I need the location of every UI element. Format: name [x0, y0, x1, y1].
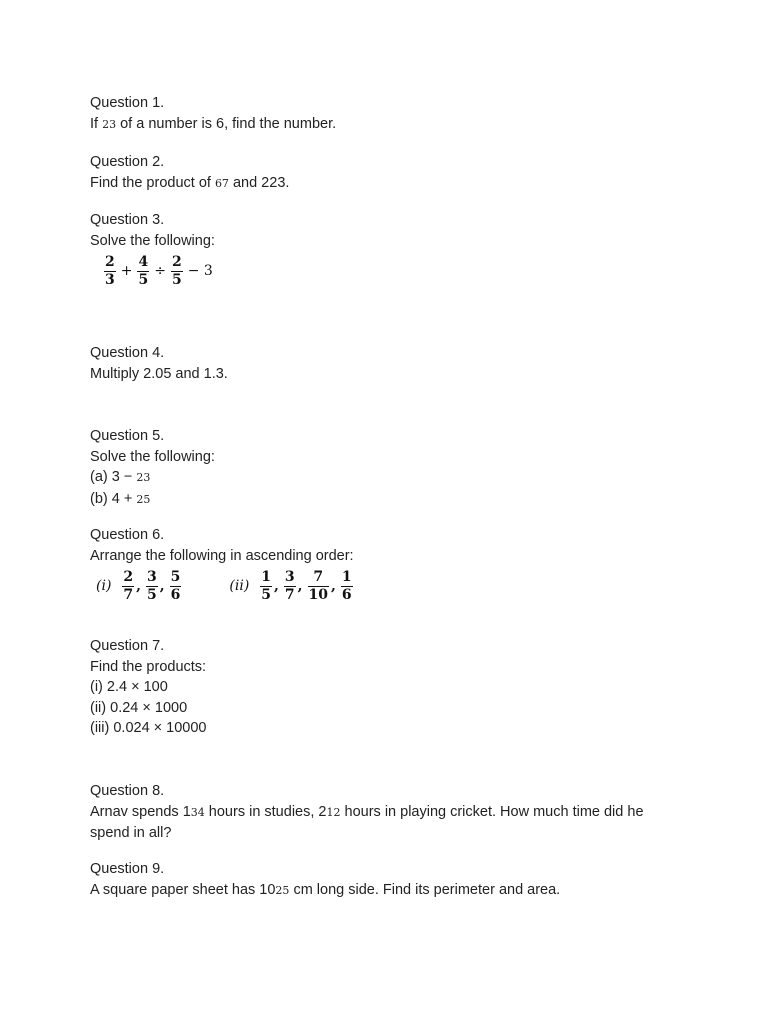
question-text — [90, 880, 690, 902]
group-label: (ii) — [229, 578, 250, 595]
question-text: Arrange the following in ascending order: — [90, 547, 354, 564]
question-7 — [90, 636, 690, 739]
question-2 — [90, 152, 690, 194]
numerator: 3 — [147, 569, 157, 585]
numerator: 2 — [123, 569, 134, 585]
denominator: 7 — [123, 587, 134, 603]
denominator: 5 — [138, 272, 149, 288]
question-title: Question 8. — [90, 783, 165, 799]
denominator: 10 — [308, 587, 329, 603]
numerator: 3 — [284, 569, 295, 585]
inline-fraction: 23 — [269, 174, 286, 191]
numerator: 2 — [171, 254, 182, 270]
denominator: 6 — [341, 587, 352, 603]
separator: , — [159, 578, 165, 595]
text-segment: If — [90, 115, 103, 132]
numerator: 7 — [313, 569, 324, 585]
separator: , — [274, 578, 279, 595]
denominator: 5 — [261, 587, 272, 603]
text-segment: cm long side. Find its perimeter and area. — [289, 881, 561, 898]
group-label: (i) — [96, 578, 112, 595]
inline-fraction: 23 — [136, 471, 151, 484]
inline-fraction: 34 — [190, 805, 205, 819]
question-title: Question 5. — [90, 428, 165, 444]
text-segment: (b) 4 + — [90, 490, 137, 507]
question-text: Find the products: — [90, 658, 207, 675]
text-segment: and 2 — [228, 174, 270, 191]
fraction — [137, 255, 149, 288]
question-title: Question 1. — [90, 95, 165, 111]
question-6 — [90, 525, 690, 603]
sub-question-ii: (ii) 0.24 × 1000 — [90, 699, 188, 716]
question-title: Question 9. — [90, 861, 165, 877]
fraction — [104, 255, 116, 288]
fraction — [171, 255, 183, 288]
question-text: Solve the following: — [90, 448, 215, 465]
denominator: 5 — [171, 272, 182, 288]
sub-question-iii: (iii) 0.024 × 10000 — [90, 720, 207, 736]
denominator: 5 — [147, 587, 157, 603]
question-text — [90, 173, 690, 195]
question-4 — [90, 343, 690, 384]
denominator: 6 — [170, 587, 181, 603]
question-text: Multiply 2.05 and 1.3. — [90, 365, 228, 382]
question-text: Solve the following: — [90, 232, 215, 249]
question-title: Question 2. — [90, 154, 165, 170]
numerator: 1 — [261, 569, 272, 585]
numerator: 4 — [138, 254, 149, 270]
question-5 — [90, 426, 690, 510]
denominator: 7 — [284, 587, 295, 603]
text-segment: of a number is 6, find the number. — [116, 115, 337, 132]
inline-fraction: 12 — [326, 805, 341, 819]
sub-question-a — [90, 467, 690, 489]
text-segment: Arnav spends 1 — [90, 803, 191, 820]
math-expression — [104, 255, 690, 288]
question-text — [90, 114, 690, 136]
fraction — [146, 570, 158, 603]
question-1 — [90, 93, 690, 135]
fraction — [341, 570, 353, 603]
separator: , — [331, 578, 336, 595]
text-segment: A square paper sheet has 10 — [90, 881, 276, 898]
fraction — [308, 570, 329, 603]
question-title: Question 6. — [90, 527, 165, 543]
fraction — [122, 570, 134, 603]
sub-question-i: (i) 2.4 × 100 — [90, 679, 168, 695]
text-segment: Find the product of — [90, 174, 215, 191]
separator: , — [297, 578, 303, 595]
fraction — [260, 570, 272, 603]
fraction — [284, 570, 296, 603]
question-title: Question 4. — [90, 345, 165, 361]
fraction-group-i — [96, 570, 181, 603]
question-title: Question 3. — [90, 212, 165, 228]
sub-question-b — [90, 489, 690, 511]
inline-fraction: 25 — [275, 883, 290, 897]
inline-fraction: 23 — [102, 117, 117, 131]
math-expression — [96, 570, 690, 603]
inline-fraction: 25 — [136, 492, 151, 506]
text-segment: (a) 3 − — [90, 469, 137, 485]
question-3 — [90, 210, 690, 288]
inline-fraction: 67 — [214, 176, 229, 190]
operator: − 3 — [187, 263, 213, 280]
question-title: Question 7. — [90, 638, 165, 654]
numerator: 1 — [341, 569, 352, 585]
operator: + — [120, 263, 133, 280]
text-segment: hours in playing cricket. How much time did he spend in all? — [90, 803, 644, 841]
fraction-group-ii — [229, 570, 352, 603]
question-9 — [90, 859, 690, 901]
text-segment: . — [285, 174, 290, 191]
question-text — [90, 802, 675, 844]
operator: ÷ — [154, 263, 166, 280]
numerator: 2 — [105, 254, 115, 270]
fraction — [170, 570, 182, 603]
separator: , — [136, 578, 142, 595]
numerator: 5 — [170, 569, 181, 585]
text-segment: hours in studies, 2 — [204, 803, 327, 820]
denominator: 3 — [105, 272, 115, 288]
question-8 — [90, 781, 675, 844]
